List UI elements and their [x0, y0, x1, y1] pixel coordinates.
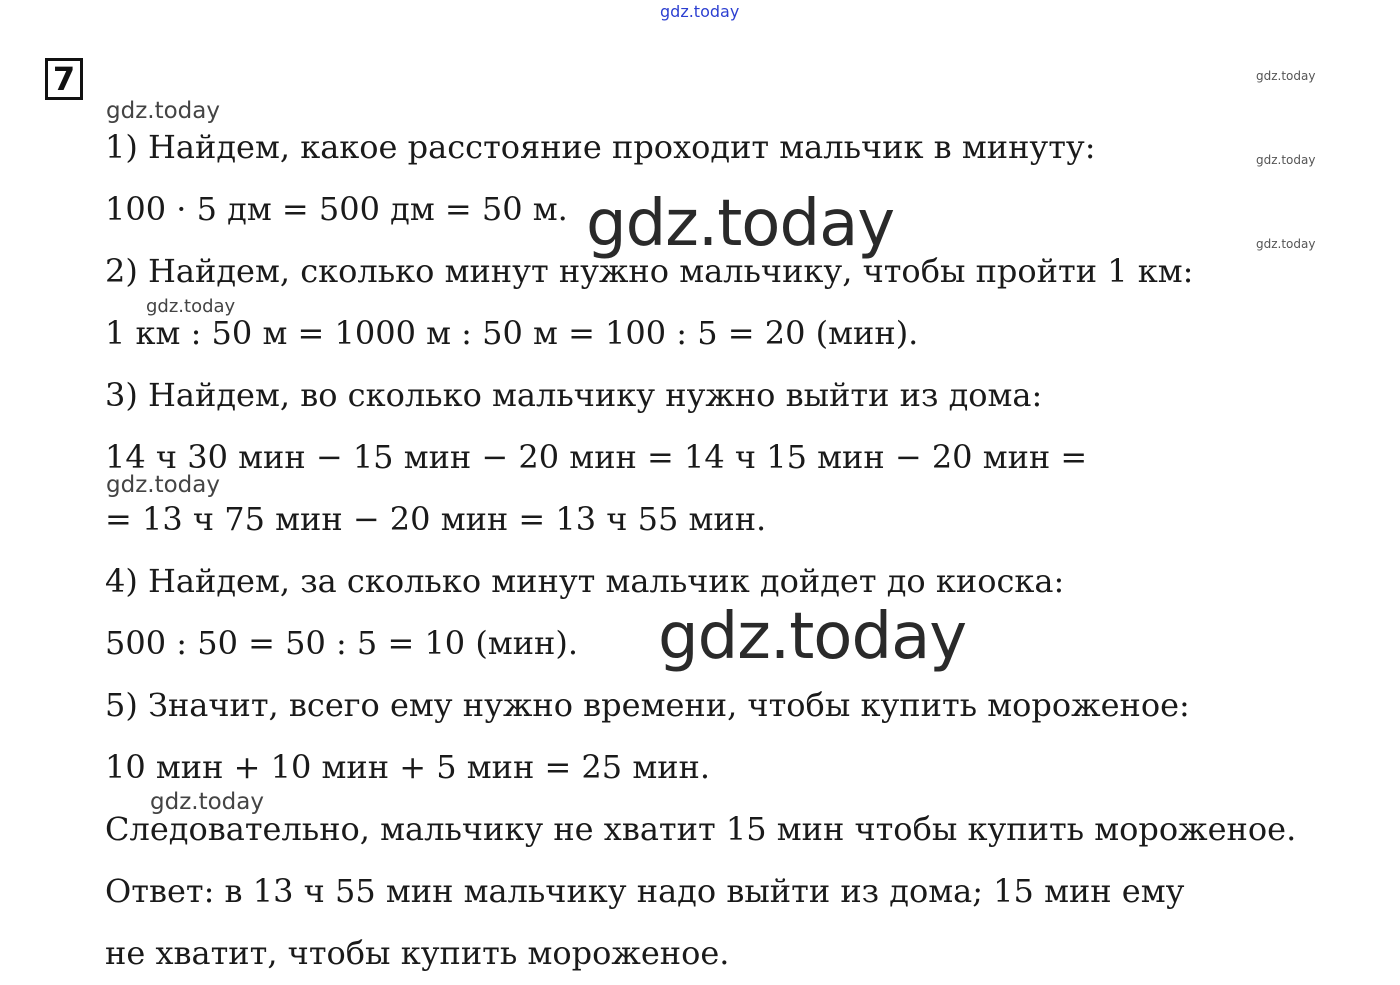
solution-line-step-5: 5) Значит, всего ему нужно времени, чтобы купить мороженое:	[105, 686, 1190, 724]
watermark-tiny: gdz.today	[1256, 153, 1316, 167]
watermark-tiny: gdz.today	[1256, 237, 1316, 251]
watermark-small: gdz.today	[106, 98, 220, 124]
watermark-small: gdz.today	[146, 296, 236, 317]
solution-conclusion: Следовательно, мальчику не хватит 15 мин чтобы купить мороженое.	[105, 810, 1297, 848]
solution-line-step-4: 4) Найдем, за сколько минут мальчик дойдет до киоска:	[105, 562, 1065, 600]
watermark-large: gdz.today	[658, 600, 967, 674]
solution-line-calc-2: 1 км : 50 м = 1000 м : 50 м = 100 : 5 = 20 (мин).	[105, 314, 919, 352]
watermark-top: gdz.today	[660, 2, 740, 21]
solution-line-step-3: 3) Найдем, во сколько мальчику нужно выйти из дома:	[105, 376, 1043, 414]
solution-line-calc-3b: = 13 ч 75 мин − 20 мин = 13 ч 55 мин.	[105, 500, 767, 538]
solution-line-calc-1: 100 · 5 дм = 500 дм = 50 м.	[105, 190, 568, 228]
solution-line-step-2: 2) Найдем, сколько минут нужно мальчику, чтобы пройти 1 км:	[105, 252, 1194, 290]
answer-line-1: Ответ: в 13 ч 55 мин мальчику надо выйти из дома; 15 мин ему	[105, 872, 1185, 910]
watermark-small: gdz.today	[106, 472, 220, 498]
solution-line-calc-4: 500 : 50 = 50 : 5 = 10 (мин).	[105, 624, 579, 662]
watermark-small: gdz.today	[150, 789, 264, 815]
watermark-large: gdz.today	[586, 187, 895, 261]
answer-line-2: не хватит, чтобы купить мороженое.	[105, 934, 730, 972]
watermark-tiny: gdz.today	[1256, 69, 1316, 83]
solution-line-calc-5: 10 мин + 10 мин + 5 мин = 25 мин.	[105, 748, 711, 786]
solution-line-step-1: 1) Найдем, какое расстояние проходит мальчик в минуту:	[105, 128, 1096, 166]
solution-line-calc-3a: 14 ч 30 мин − 15 мин − 20 мин = 14 ч 15 мин − 20 мин =	[105, 438, 1088, 476]
task-number-box: 7	[45, 58, 83, 100]
